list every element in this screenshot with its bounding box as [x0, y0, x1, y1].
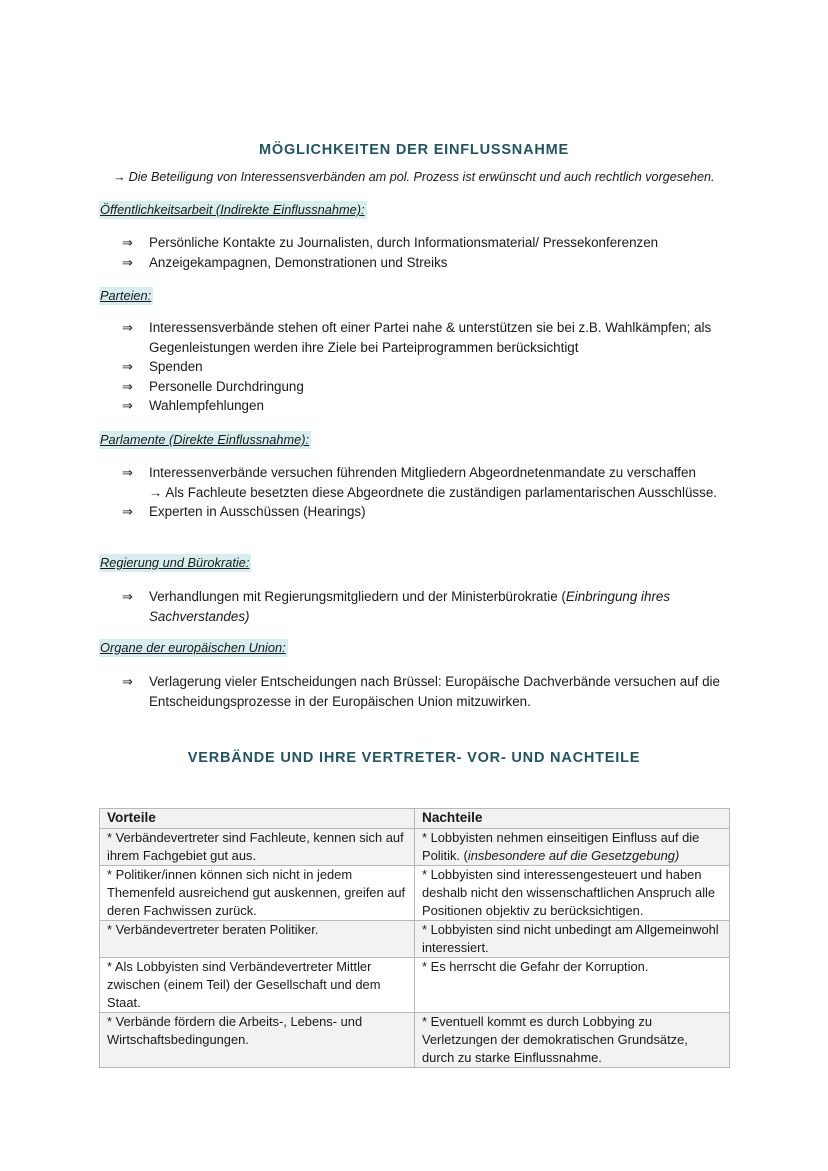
- table-cell: * Eventuell kommt es durch Lobbying zu Verletzungen der demokratischen Grundsätze, durch zu starke Einflussnahme.: [415, 1013, 730, 1068]
- double-arrow-icon: ⇒: [122, 589, 133, 604]
- double-arrow-icon: ⇒: [122, 378, 133, 394]
- list-item: ⇒ Interessenverbände versuchen führenden Mitgliedern Abgeordnetenmandate zu verschaffen → Als Fachleute besetzten diese Abgeordnete die zuständigen parlamentarischen Ausschlüsse.: [122, 463, 732, 502]
- list-item: ⇒ Persönliche Kontakte zu Journalisten, durch Informationsmaterial/ Pressekonferenzen: [122, 233, 732, 253]
- table-row: [100, 829, 730, 866]
- table-row: [100, 958, 730, 1013]
- list-parteien: [122, 318, 732, 416]
- double-arrow-icon: ⇒: [122, 504, 133, 519]
- arrow-icon: →: [149, 484, 163, 500]
- table-row: [100, 866, 730, 921]
- list-item: ⇒ Verhandlungen mit Regierungsmitgliedern und der Ministerbürokratie (Einbringung ihres Sachverstandes): [122, 589, 671, 624]
- table-cell: * Als Lobbyisten sind Verbändevertreter Mittler zwischen (einem Teil) der Gesellschaft und dem Staat.: [100, 958, 415, 1013]
- section-heading-regierung: Regierung und Bürokratie:: [100, 555, 250, 570]
- list-parlamente: [122, 463, 732, 522]
- list-item: ⇒ Experten in Ausschüssen (Hearings): [122, 502, 732, 522]
- sub-note: → Als Fachleute besetzten diese Abgeordnete die zuständigen parlamentarischen Ausschlüsse.: [149, 484, 717, 500]
- double-arrow-icon: ⇒: [122, 320, 133, 335]
- section-heading-oeffentlichkeitsarbeit: Öffentlichkeitsarbeit (Indirekte Einflussnahme):: [100, 202, 365, 217]
- table-cell: * Verbändevertreter beraten Politiker.: [100, 921, 415, 958]
- list-item: ⇒ Spenden: [122, 357, 732, 377]
- intro-text: Die Beteiligung von Interessensverbänden am pol. Prozess ist erwünscht und auch rechtlich vorgesehen.: [128, 170, 715, 184]
- list-item: ⇒ Interessensverbände stehen oft einer Partei nahe & unterstützen sie bei z.B. Wahlkämpfen; als Gegenleistungen werden ihre Ziele bei Parteiprogrammen berücksichtigt: [122, 320, 712, 355]
- pros-cons-table: [99, 808, 730, 1068]
- double-arrow-icon: ⇒: [122, 398, 133, 413]
- list-item: ⇒ Personelle Durchdringung: [122, 377, 732, 397]
- table-cell: * Lobbyisten nehmen einseitigen Einfluss auf die Politik. (insbesondere auf die Gesetzgebung): [415, 829, 730, 866]
- section-heading-parteien: Parteien:: [100, 288, 152, 303]
- table-cell: * Lobbyisten sind interessengesteuert und haben deshalb nicht den wissenschaftlichen Anspruch alle Positionen objektiv zu berücksichtigen.: [415, 866, 730, 921]
- table-row: [100, 1013, 730, 1068]
- table-header-row: [100, 809, 730, 829]
- table-cell: * Verbände fördern die Arbeits-, Lebens- und Wirtschaftsbedingungen.: [100, 1013, 415, 1068]
- table-cell: * Lobbyisten sind nicht unbedingt am Allgemeinwohl interessiert.: [415, 921, 730, 958]
- section-heading-parlamente: Parlamente (Direkte Einflussnahme):: [100, 432, 310, 447]
- double-arrow-icon: ⇒: [122, 254, 133, 270]
- double-arrow-icon: ⇒: [122, 235, 133, 250]
- list-oeffentlichkeitsarbeit: [122, 233, 732, 272]
- list-item: ⇒ Verlagerung vieler Entscheidungen nach Brüssel: Europäische Dachverbände versuchen auf die Entscheidungsprozesse in der Europäischen Union mitzuwirken.: [122, 674, 720, 709]
- title-vor-nachteile: VERBÄNDE UND IHRE VERTRETER- VOR- UND NACHTEILE: [187, 750, 641, 766]
- intro-line: [113, 170, 715, 184]
- double-arrow-icon: ⇒: [122, 359, 133, 374]
- list-eu: [122, 672, 732, 711]
- table-row: [100, 921, 730, 958]
- table-cell: * Politiker/innen können sich nicht in jedem Themenfeld ausreichend gut auskennen, greifen auf deren Fachwissen zurück.: [100, 866, 415, 921]
- section-heading-eu: Organe der europäischen Union:: [100, 640, 286, 655]
- table-cell: * Es herrscht die Gefahr der Korruption.: [415, 958, 730, 1013]
- table-cell: * Verbändevertreter sind Fachleute, kennen sich auf ihrem Fachgebiet gut aus.: [100, 829, 415, 866]
- header-nachteile: Nachteile: [415, 809, 730, 829]
- list-item: ⇒ Wahlempfehlungen: [122, 396, 732, 416]
- list-item: ⇒ Anzeigekampagnen, Demonstrationen und Streiks: [122, 253, 732, 273]
- title-einflussnahme: MÖGLICHKEITEN DER EINFLUSSNAHME: [259, 142, 569, 158]
- double-arrow-icon: ⇒: [122, 674, 133, 689]
- double-arrow-icon: ⇒: [122, 465, 133, 480]
- list-regierung: [122, 587, 732, 626]
- arrow-icon: →: [113, 170, 126, 184]
- header-vorteile: Vorteile: [100, 809, 415, 829]
